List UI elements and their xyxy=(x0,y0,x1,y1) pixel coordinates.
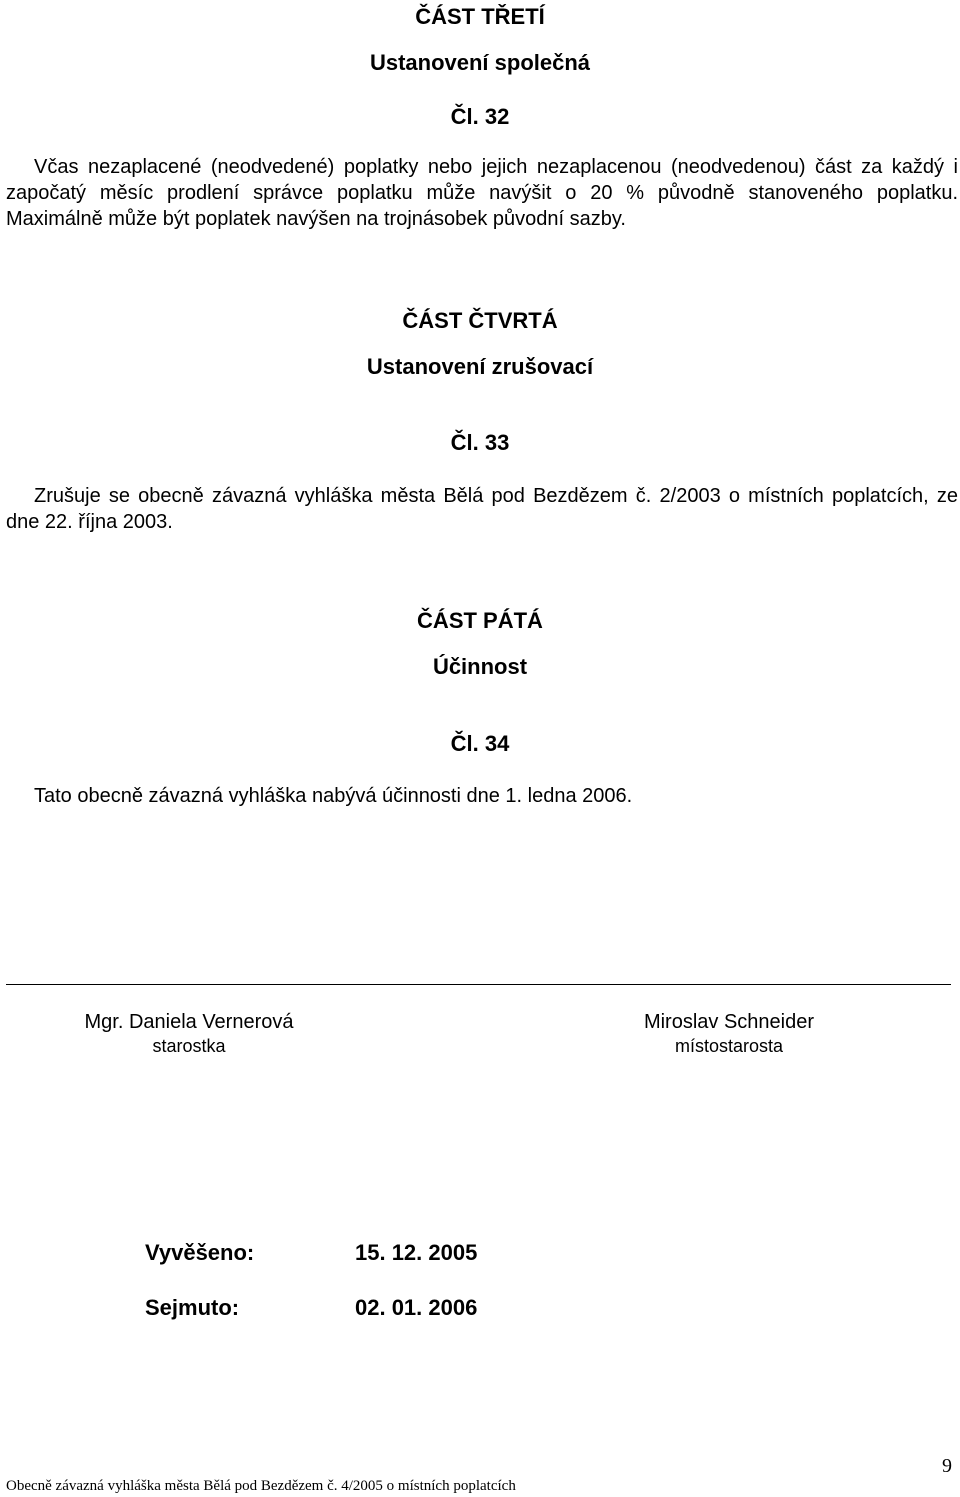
signature-left-role: starostka xyxy=(152,1036,226,1056)
article-34-text: Tato obecně závazná vyhláška nabývá účinnosti dne 1. ledna 2006. xyxy=(34,785,633,807)
part4-subheading: Ustanovení zrušovací xyxy=(366,354,594,379)
signature-right-role: místostarosta xyxy=(674,1036,784,1056)
signature-right-name: Miroslav Schneider xyxy=(643,1011,815,1033)
page-number: 9 xyxy=(942,1455,952,1477)
article-32-text: Včas nezaplacené (neodvedené) poplatky nebo jejich nezaplacenou (neodvedenou) část za každý i započatý měsíc prodlení správce poplatku může navýšit o 20 % původně stanoveného poplatku. Maximálně může být poplatek navýšen na trojnásobek původní sazby. xyxy=(6,156,958,230)
signature-rule xyxy=(6,984,951,985)
part5-subheading: Účinnost xyxy=(432,654,528,679)
part4-heading: ČÁST ČTVRTÁ xyxy=(402,308,558,333)
part3-subheading: Ustanovení společná xyxy=(369,50,591,75)
signature-left xyxy=(39,1010,339,1058)
removed-label: Sejmuto: xyxy=(145,1295,240,1320)
footer-text: Obecně závazná vyhláška města Bělá pod Bezdězem č. 4/2005 o místních poplatcích xyxy=(6,1478,516,1494)
posted-label: Vyvěšeno: xyxy=(145,1240,255,1265)
part3-heading: ČÁST TŘETÍ xyxy=(415,4,545,29)
signature-left-name: Mgr. Daniela Vernerová xyxy=(84,1011,294,1033)
article-33-text: Zrušuje se obecně závazná vyhláška města Bělá pod Bezdězem č. 2/2003 o místních poplatcích, ze dne 22. října 2003. xyxy=(6,485,958,533)
signature-right xyxy=(579,1010,879,1058)
article-34-heading: Čl. 34 xyxy=(450,731,510,756)
article-32-heading: Čl. 32 xyxy=(450,104,510,129)
article-33-heading: Čl. 33 xyxy=(450,430,510,455)
posted-date: 15. 12. 2005 xyxy=(355,1240,478,1265)
part5-heading: ČÁST PÁTÁ xyxy=(417,608,543,633)
removed-date: 02. 01. 2006 xyxy=(355,1295,478,1320)
